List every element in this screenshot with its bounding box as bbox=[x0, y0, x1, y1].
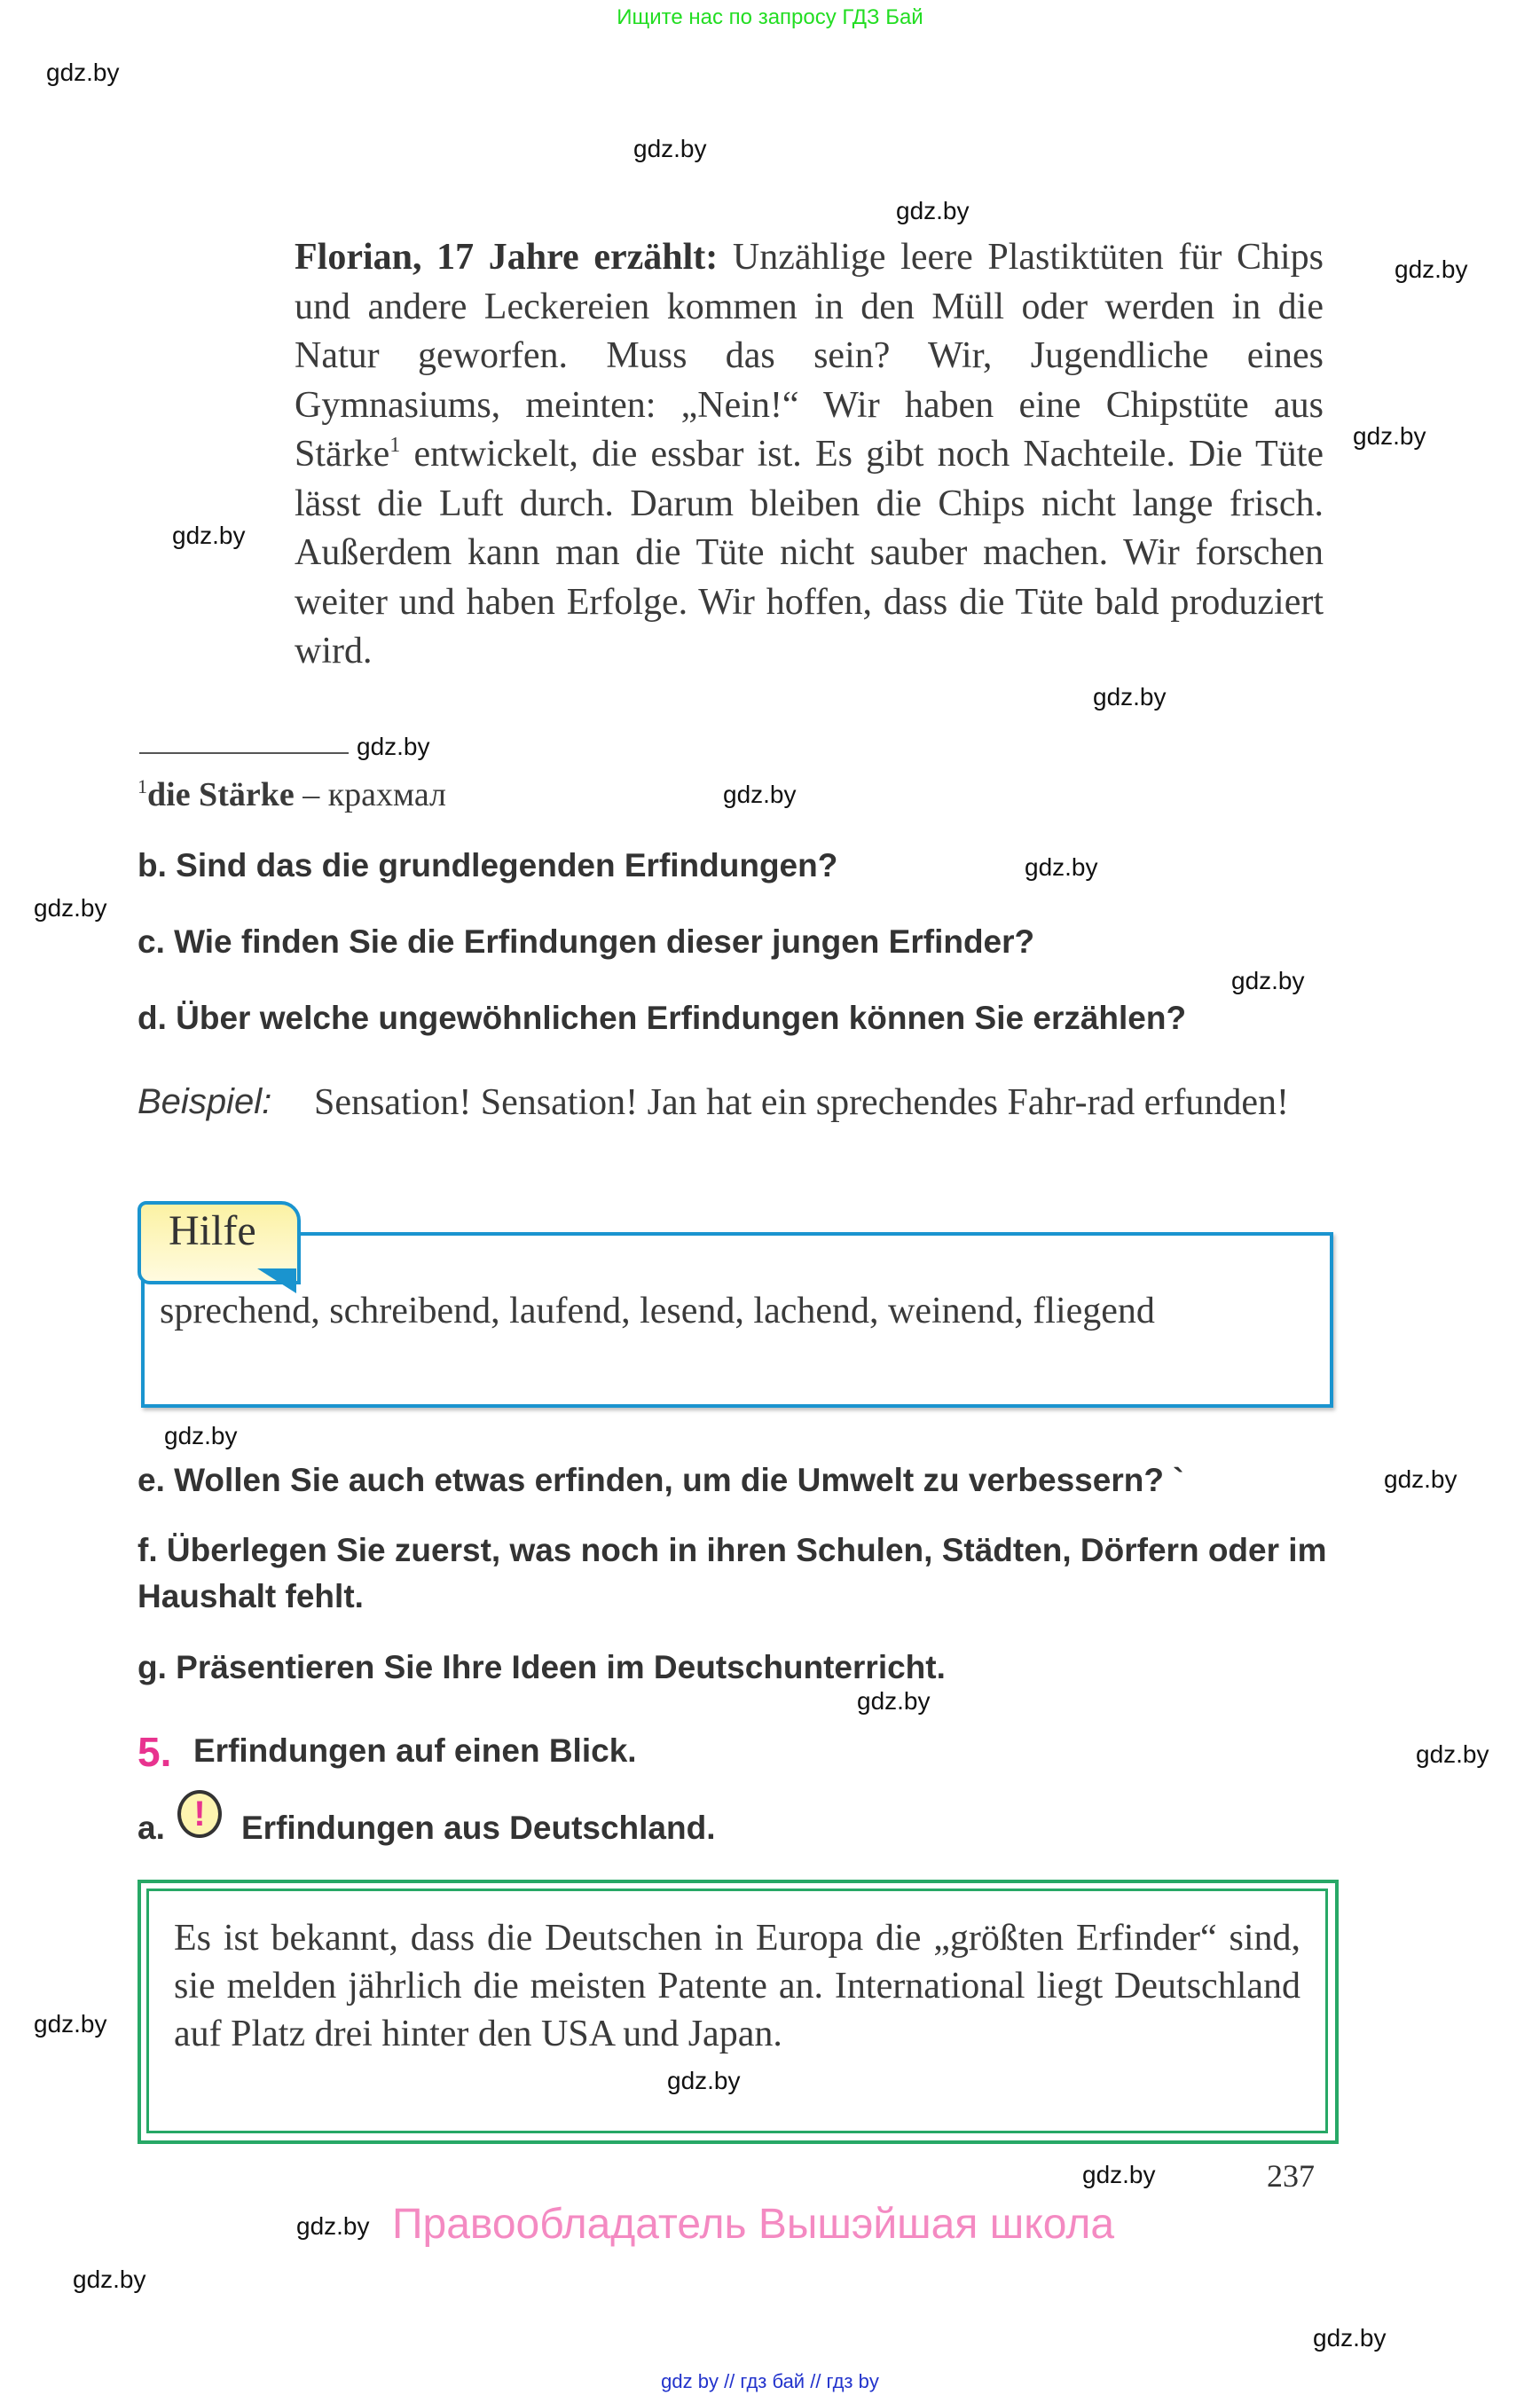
copyright-notice: Правообладатель Вышэйшая школа bbox=[392, 2201, 1115, 2248]
watermark: gdz.by bbox=[46, 59, 120, 86]
watermark: gdz.by bbox=[896, 197, 970, 224]
watermark: gdz.by bbox=[1231, 967, 1305, 994]
hilfe-title: Hilfe bbox=[169, 1207, 256, 1254]
watermark: gdz.by bbox=[164, 1422, 238, 1449]
watermark: gdz.by bbox=[1353, 422, 1426, 450]
fact-box-text: Es ist bekannt, dass die Deutschen in Europa die „größten Erfinder“ sind, sie melden jährlich die meisten Patente an. International liegt Deutschland auf Platz drei hinter den USA und Japan. bbox=[174, 1918, 1300, 2054]
story-text-part2: entwickelt, die essbar ist. Es gibt noch Nachteile. Die Tüte lässt die Luft durch. Darum bleiben die Chips nicht lange frisch. Außerdem kann man die Tüte nicht sauber machen. Wir forschen weiter und haben Erfolge. Wir hoffen, dass die Tüte bald produziert wird. bbox=[295, 434, 1324, 671]
watermark: gdz.by bbox=[1395, 255, 1468, 283]
story-text-part1: Unzählige leere Plastiktüten für Chips und andere Leckereien kommen in den Müll oder werden in die Natur geworfen. Muss das sein? Wir, Jugendliche eines Gymnasiums, meinten: „Nein!“ Wir haben eine Chipstüte aus Stärke bbox=[295, 237, 1324, 475]
search-banner: Ищите нас по запросу ГДЗ Бай bbox=[617, 5, 923, 29]
subtask-label: a. bbox=[138, 1810, 165, 1846]
story-speaker: Florian, 17 Jahre erzählt: bbox=[295, 237, 719, 278]
question-b: b. Sind das die grundlegenden Erfindungen? bbox=[138, 847, 838, 883]
watermark: gdz.by bbox=[667, 2067, 741, 2094]
watermark: gdz.by bbox=[34, 2010, 107, 2038]
watermark: gdz.by bbox=[1384, 1465, 1458, 1493]
footnote-reference[interactable]: 1 bbox=[389, 434, 401, 457]
watermark: gdz.by bbox=[857, 1687, 931, 1715]
question-f: f. Überlegen Sie zuerst, was noch in ihren Schulen, Städten, Dörfern oder im Haushalt fehlt. bbox=[138, 1532, 1327, 1614]
watermark: gdz.by bbox=[723, 781, 797, 808]
footnote-dash: – bbox=[294, 776, 328, 813]
watermark: gdz.by bbox=[1093, 683, 1167, 711]
watermark: gdz.by bbox=[633, 135, 707, 162]
footnote bbox=[138, 775, 446, 814]
watermark: gdz.by bbox=[1025, 853, 1098, 881]
example-text: Sensation! Sensation! Jan hat ein sprechendes Fahr-rad erfunden! bbox=[314, 1082, 1289, 1123]
watermark: gdz.by bbox=[296, 2212, 370, 2240]
question-c: c. Wie finden Sie die Erfindungen dieser jungen Erfinder? bbox=[138, 923, 1035, 960]
question-e: e. Wollen Sie auch etwas erfinden, um die Umwelt zu verbessern? ` bbox=[138, 1462, 1184, 1498]
exclamation-icon: ! bbox=[177, 1790, 222, 1838]
watermark: gdz.by bbox=[73, 2266, 146, 2293]
footnote-term: die Stärke bbox=[147, 776, 295, 813]
watermark: gdz.by bbox=[1082, 2161, 1156, 2188]
watermark: gdz.by bbox=[34, 894, 107, 922]
question-d: d. Über welche ungewöhnlichen Erfindungen können Sie erzählen? bbox=[138, 1000, 1187, 1036]
task-number: 5. bbox=[138, 1729, 172, 1775]
watermark: gdz.by bbox=[1416, 1740, 1489, 1768]
bottom-links[interactable]: gdz by // гдз бай // гдз by bbox=[661, 2370, 879, 2392]
page-number: 237 bbox=[1267, 2158, 1315, 2194]
watermark: gdz.by bbox=[172, 522, 246, 549]
footnote-divider bbox=[139, 752, 349, 754]
hilfe-word-list: sprechend, schreibend, laufend, lesend, lachend, weinend, fliegend bbox=[160, 1291, 1155, 1331]
footnote-marker: 1 bbox=[138, 775, 147, 797]
watermark: gdz.by bbox=[1313, 2324, 1387, 2352]
subtask-title: Erfindungen aus Deutschland. bbox=[241, 1810, 716, 1846]
question-g: g. Präsentieren Sie Ihre Ideen im Deutschunterricht. bbox=[138, 1649, 946, 1685]
watermark: gdz.by bbox=[357, 733, 430, 760]
footnote-translation: крахмал bbox=[327, 776, 446, 813]
story-paragraph bbox=[295, 233, 1324, 677]
task-title: Erfindungen auf einen Blick. bbox=[193, 1732, 637, 1769]
example-label: Beispiel: bbox=[138, 1082, 272, 1121]
